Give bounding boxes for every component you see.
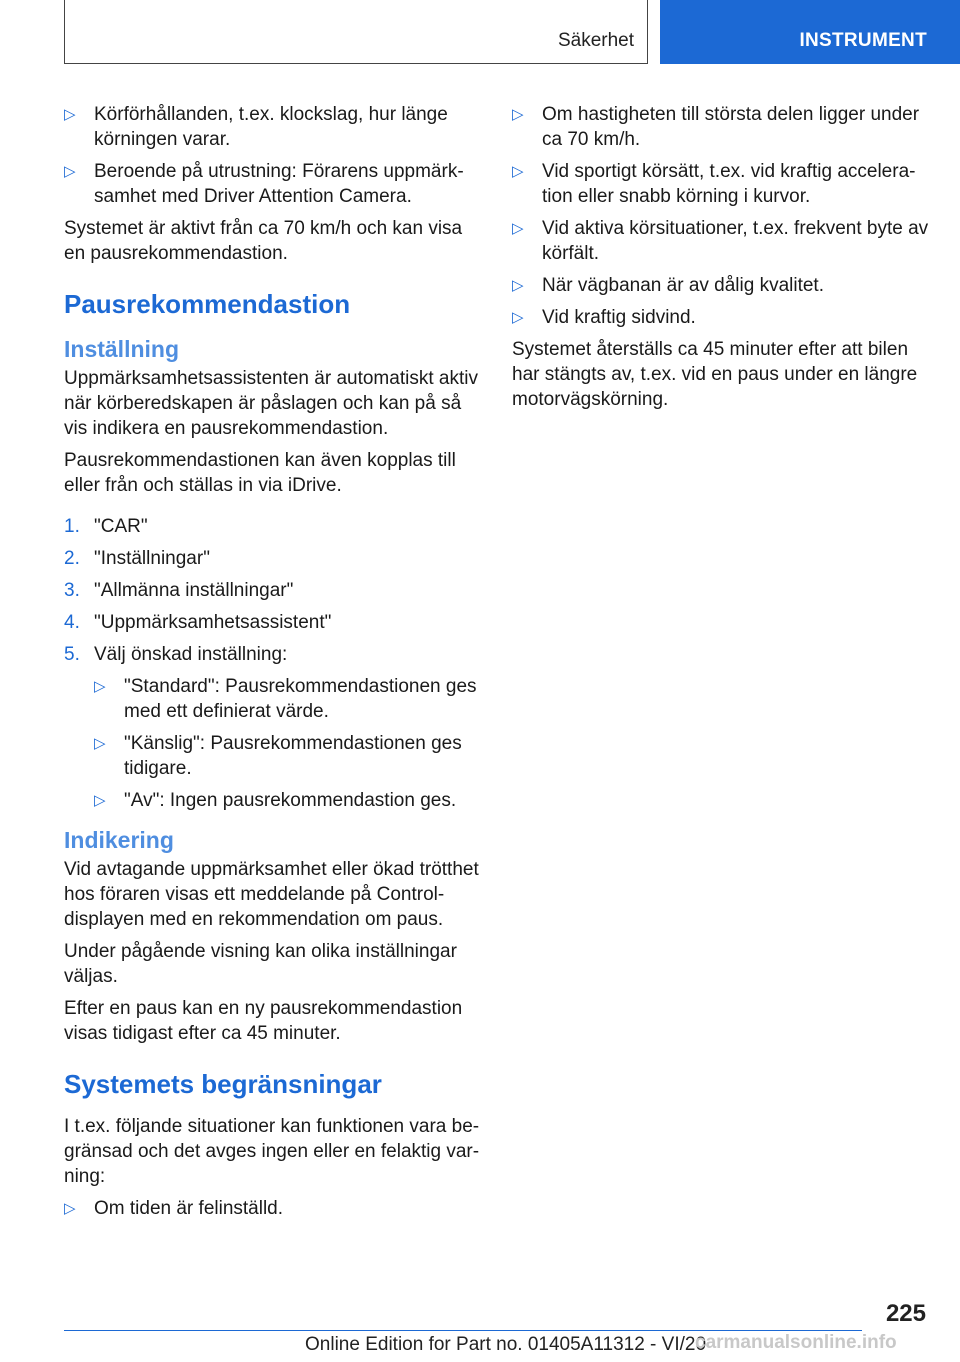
- step-number: 3.: [64, 580, 80, 601]
- edition-text: Online Edition for Part no. 01405A11312 - VI/20: [305, 1334, 707, 1355]
- paragraph: Under pågående visning kan olika inställningar väljas.: [64, 941, 457, 987]
- paragraph: Efter en paus kan en ny pausrekommendastion visas tidigast efter ca 45 minuter.: [64, 998, 463, 1044]
- triangle-bullet-icon: ▷: [64, 106, 76, 123]
- right-column: [512, 102, 932, 419]
- triangle-bullet-icon: ▷: [94, 792, 106, 809]
- page-number: 225: [885, 1300, 926, 1327]
- triangle-bullet-icon: ▷: [64, 163, 76, 180]
- sub-options-list: [64, 674, 484, 813]
- list-item: ▷ När vägbanan är av dålig kvalitet.: [512, 275, 824, 296]
- footer-divider: [64, 1330, 862, 1331]
- list-item: ▷ Vid kraftig sidvind.: [512, 307, 696, 328]
- list-item: ▷ Vid aktiva körsituationer, t.ex. frekvent byte av körfält.: [512, 218, 929, 264]
- list-item: ▷ Om hastigheten till största delen ligger under ca 70 km/h.: [512, 104, 920, 150]
- triangle-bullet-icon: ▷: [512, 277, 524, 294]
- paragraph: I t.ex. följande situationer kan funktionen vara begränsad och det avges ingen eller en felaktig varning:: [64, 1116, 480, 1187]
- triangle-bullet-icon: ▷: [512, 220, 524, 237]
- paragraph: Pausrekommendastionen kan även kopplas till eller från och ställas in via iDrive.: [64, 450, 456, 496]
- step-number: 4.: [64, 612, 80, 633]
- section-heading: Pausrekommendastion: [64, 289, 351, 319]
- paragraph: Vid avtagande uppmärksamhet eller ökad trötthet hos föraren visas ett meddelande på Control-displayen med en rekommendation om paus.: [64, 859, 479, 930]
- paragraph: Systemet är aktivt från ca 70 km/h och kan visa en pausrekommendastion.: [64, 218, 463, 264]
- step-item: 3. "Allmänna inställningar": [64, 580, 294, 601]
- step-number: 5.: [64, 644, 80, 665]
- step-item: 4. "Uppmärksamhetsassistent": [64, 612, 332, 633]
- step-item: 2. "Inställningar": [64, 548, 210, 569]
- triangle-bullet-icon: ▷: [512, 309, 524, 326]
- list-item: ▷ "Av": Ingen pausrekommendastion ges.: [94, 790, 457, 811]
- list-item: ▷ "Standard": Pausrekommendastionen ges med ett definierat värde.: [94, 676, 477, 722]
- triangle-bullet-icon: ▷: [94, 678, 106, 695]
- step-item: 5. Välj önskad inställning:: [64, 644, 288, 665]
- list-item: ▷ Beroende på utrustning: Förarens uppmärksamhet med Driver Attention Camera.: [64, 161, 464, 207]
- left-column: [64, 102, 484, 1228]
- step-number: 2.: [64, 548, 80, 569]
- section-heading: Systemets begränsningar: [64, 1069, 382, 1099]
- triangle-bullet-icon: ▷: [512, 106, 524, 123]
- list-item: ▷ "Känslig": Pausrekommendastionen ges tidigare.: [94, 733, 462, 779]
- triangle-bullet-icon: ▷: [64, 1200, 76, 1217]
- step-item: 1. "CAR": [64, 516, 148, 537]
- list-item: ▷ Vid sportigt körsätt, t.ex. vid kraftig acceleration eller snabb körning i kurvor.: [512, 161, 916, 207]
- steps-list: [64, 514, 484, 667]
- subsection-heading: Inställning: [64, 336, 179, 362]
- triangle-bullet-icon: ▷: [94, 735, 106, 752]
- paragraph: Systemet återställs ca 45 minuter efter att bilen har stängts av, t.ex. vid en paus under en längre motorvägskörning.: [512, 339, 918, 410]
- triangle-bullet-icon: ▷: [512, 163, 524, 180]
- chapter-tab: [660, 0, 960, 64]
- list-item: ▷ Om tiden är felinställd.: [64, 1198, 284, 1219]
- section-tab: [64, 0, 648, 64]
- section-tab-label: Säkerhet: [557, 30, 634, 51]
- step-number: 1.: [64, 516, 80, 537]
- subsection-heading: Indikering: [64, 827, 174, 853]
- list-item: ▷ Körförhållanden, t.ex. klockslag, hur länge körningen varar.: [64, 104, 448, 150]
- watermark: carmanualsonline.info: [695, 1332, 897, 1353]
- paragraph: Uppmärksamhetsassistenten är automatiskt aktiv när körberedskapen är påslagen och kan på så vis indikera en pausrekommendastion.: [64, 368, 478, 439]
- chapter-tab-label: INSTRUMENT: [799, 30, 927, 51]
